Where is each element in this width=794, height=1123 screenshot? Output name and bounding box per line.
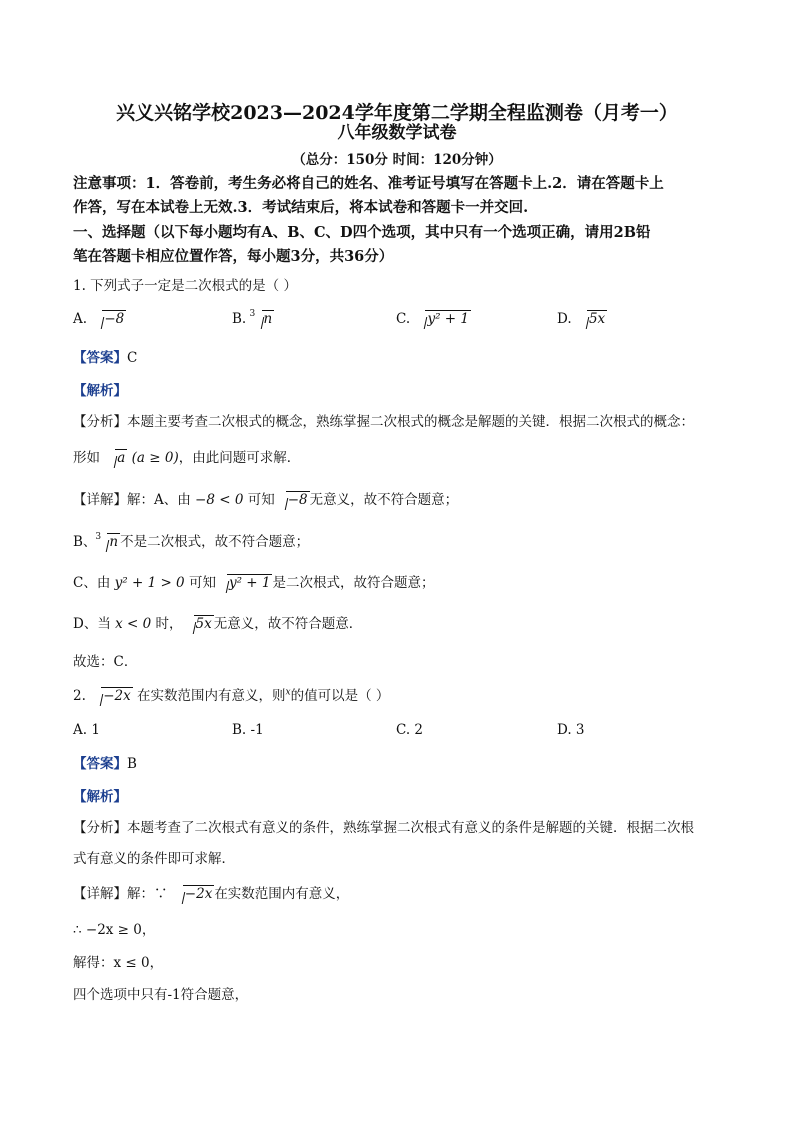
q2-step-3: 四个选项中只有-1符合题意， (73, 987, 249, 1003)
q2-analysis-tag: 【解析】 (73, 789, 127, 805)
q2-option-d: D. 3 (557, 722, 585, 738)
option-label: A. (73, 311, 88, 327)
sqrt-expression: 5x (185, 616, 214, 632)
q1-detail-c: C、由 y² + 1 > 0 可知 y² + 1 是二次根式，故符合题意； (73, 575, 435, 591)
q1-analysis-tag: 【解析】 (73, 383, 127, 399)
fenxi-tag: 【分析】 (73, 414, 127, 430)
answer-tag: 【答案】 (73, 756, 127, 772)
q1-stem: 1. 下列式子一定是二次根式的是（ ） (73, 278, 297, 294)
sqrt-expression: −8 (277, 492, 310, 508)
notice-line-1: 注意事项：1．答卷前，考生务必将自己的姓名、准考证号填写在答题卡上.2．请在答题卡上 (73, 175, 664, 192)
option-label: B. (232, 311, 247, 327)
sqrt-expression: a (106, 450, 127, 466)
page-title: 兴义兴铭学校2023—2024学年度第二学期全程监测卷（月考一） (116, 102, 678, 124)
q1-detail-a: 【详解】解：A、由 −8 < 0 可知 −8 无意义，故不符合题意； (73, 492, 459, 508)
q2-option-a: A. 1 (73, 722, 100, 738)
notice-line-2: 作答，写在本试卷上无效.3．考试结束后，将本试卷和答题卡一并交回. (73, 199, 529, 216)
q2-fenxi-line-2: 式有意义的条件即可求解． (73, 851, 235, 867)
q2-step-2: 解得：x ≤ 0， (73, 955, 164, 971)
sqrt-expression: −2x (174, 886, 215, 902)
q2-option-c: C. 2 (396, 722, 424, 738)
cube-root-expression: 3 n (95, 532, 119, 550)
detail-tag: 【详解】 (73, 886, 127, 902)
q2-option-b: B. -1 (232, 722, 264, 738)
answer-value: C (127, 350, 138, 366)
page-subtitle: 八年级数学试卷 (337, 123, 457, 143)
q2-fenxi (73, 816, 694, 836)
q1-option-c (396, 311, 471, 327)
q1-fenxi (73, 410, 694, 430)
exam-meta: （总分：150分 时间：120分钟） (292, 152, 502, 168)
cube-root-expression: 3 n (249, 309, 273, 327)
option-label: D. (557, 311, 572, 327)
q1-detail-d: D、当 x < 0 时， 5x 无意义，故不符合题意． (73, 616, 363, 632)
q2-step-1: ∴ −2x ≥ 0， (73, 922, 156, 938)
q1-option-d (557, 311, 607, 327)
q1-answer (73, 346, 137, 366)
sqrt-expression: −2x (92, 688, 133, 704)
fenxi-text: 本题主要考查二次根式的概念，熟练掌握二次根式的概念是解题的关键．根据二次根式的概念： (127, 414, 694, 430)
q1-option-b (232, 311, 274, 327)
q1-option-a (73, 311, 126, 327)
section1-line-1: 一、选择题（以下每小题均有A、B、C、D四个选项，其中只有一个选项正确，请用2B铅 (73, 224, 651, 241)
sqrt-expression: y² + 1 (416, 311, 471, 327)
sqrt-expression: 5x (578, 311, 607, 327)
q1-fenxi-line-2: 形如 a (a ≥ 0)，由此问题可求解． (73, 450, 301, 466)
q1-detail-b: B、 3 n 不是二次根式，故不符合题意； (73, 532, 310, 550)
fenxi-text: 本题考查了二次根式有意义的条件，熟练掌握二次根式有意义的条件是解题的关键．根据二次根 (127, 820, 694, 836)
sqrt-expression: −8 (93, 311, 126, 327)
answer-value: B (127, 756, 137, 772)
fenxi-tag: 【分析】 (73, 820, 127, 836)
sqrt-expression: y² + 1 (218, 575, 273, 591)
q2-detail: 【详解】解：∵ −2x 在实数范围内有意义， (73, 886, 350, 902)
answer-tag: 【答案】 (73, 350, 127, 366)
q1-conclusion: 故选：C． (73, 654, 138, 670)
option-label: C. (396, 311, 411, 327)
detail-tag: 【详解】 (73, 492, 127, 508)
q2-answer (73, 752, 137, 772)
section1-line-2: 笔在答题卡相应位置作答，每小题3分，共36分） (73, 248, 394, 265)
q2-stem: 2. −2x 在实数范围内有意义，则$^x$的值可以是（ ） (73, 687, 390, 704)
